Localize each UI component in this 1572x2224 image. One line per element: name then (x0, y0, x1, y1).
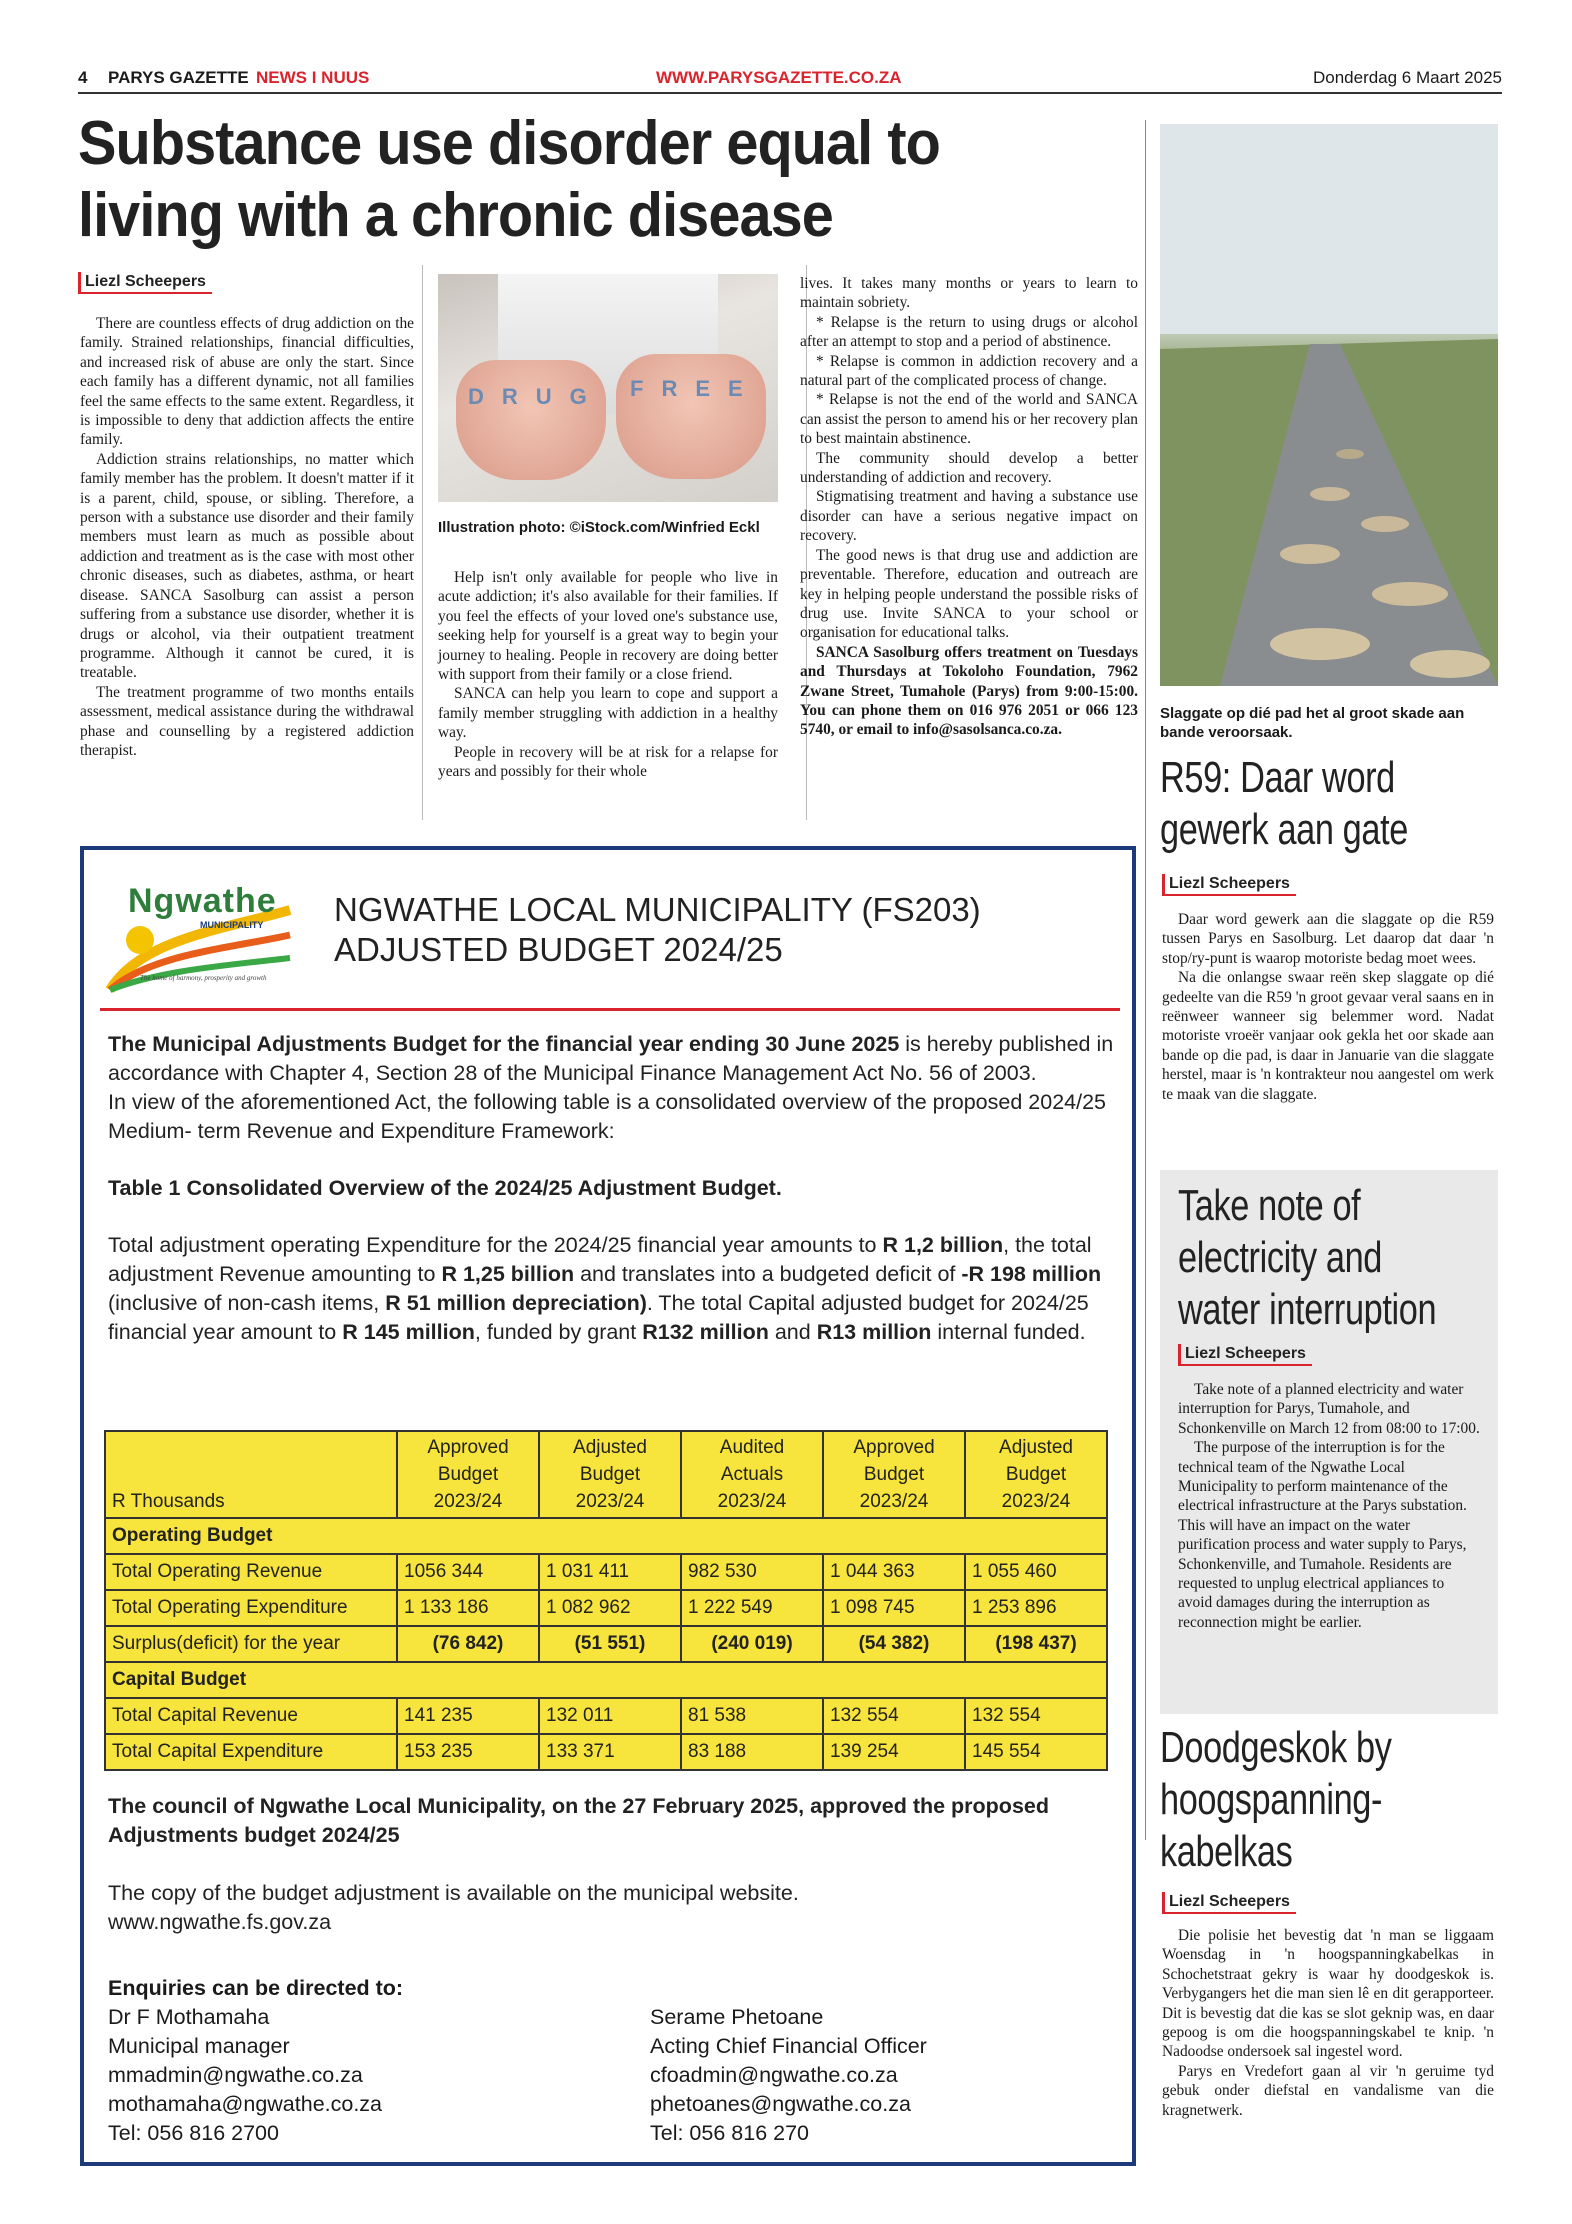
main-byline-wrap (78, 272, 212, 294)
cell: 1 031 411 (539, 1554, 681, 1590)
row-label: Surplus(deficit) for the year (105, 1626, 397, 1662)
cell: 133 371 (539, 1734, 681, 1770)
r59-headline (1160, 752, 1572, 856)
municipal-notice (80, 846, 1136, 2166)
doodgeskok-byline: Liezl Scheepers (1162, 1892, 1296, 1914)
fist-right (616, 354, 766, 479)
paragraph: Take note of a planned electricity and water interruption for Parys, Tumahole, and Schonkenville on March 12 from 08:00 to 17:00. (1178, 1381, 1480, 1437)
main-col-3 (800, 274, 1138, 740)
paragraph: There are countless effects of drug addiction on the family. Strained relationships, financial difficulties, and increased risk of abuse are only the start. Since each family has a different dynamic, not all families feel the same effects to the same extent. Regardless, it is impossible to deny that addiction affects the entire family. (80, 315, 414, 449)
table-row (105, 1734, 1107, 1770)
headline-line: living with a chronic disease (78, 181, 833, 250)
notice-footer (108, 1792, 1118, 1937)
paragraph: Parys en Vredefort gaan al vir 'n geruime tyd gebuk onder diefstal en vandalisme van die kragnetwerk. (1162, 2062, 1494, 2119)
cell: 1 055 460 (965, 1554, 1107, 1590)
paper-url[interactable]: WWW.PARYSGAZETTE.CO.ZA (656, 68, 902, 87)
column-header (965, 1431, 1107, 1518)
contact-title: Acting Chief Financial Officer (650, 2034, 927, 2058)
headline-line: Take note of (1178, 1181, 1361, 1230)
header-line: 2023/24 (859, 1491, 929, 1512)
summary-text: (inclusive of non-cash items, (108, 1291, 386, 1315)
header-line: Actuals (720, 1464, 784, 1485)
column-header (539, 1431, 681, 1518)
row-label: Total Capital Expenditure (105, 1734, 397, 1770)
cell: (240 019) (681, 1626, 823, 1662)
contact-paragraph: SANCA Sasolburg offers treatment on Tuesdays and Thursdays at Tokoloho Foundation, 7962 Zwane Street, Tumahole (Parys) from 9:00-15:00. You can phone them on 016 976 2051 or 066 123 5740, or email to info@sasolsanca.co.za. (800, 643, 1138, 739)
interruption-byline-wrap (1178, 1344, 1312, 1366)
issue-date: Donderdag 6 Maart 2025 (1312, 68, 1502, 87)
cell: 145 554 (965, 1734, 1107, 1770)
doodgeskok-byline-wrap (1162, 1892, 1296, 1914)
summary-text: Total adjustment operating Expenditure for the 2024/25 financial year amounts to (108, 1233, 883, 1257)
summary-text: , funded by grant (474, 1320, 643, 1344)
paragraph: lives. It takes many months or years to learn to maintain sobriety. (800, 275, 1138, 312)
cell: 1056 344 (397, 1554, 539, 1590)
budget-table (104, 1430, 1108, 1771)
headline-line: hoogspanning- (1160, 1775, 1383, 1824)
paragraph: The good news is that drug use and addiction are preventable. Therefore, education and outreach are key in helping people understand the possible risks of drug use. Invite SANCA to your school or organisation for educational talks. (800, 546, 1138, 642)
drug-free-photo (438, 274, 778, 502)
header-line: Budget (437, 1464, 499, 1485)
logo-name: Ngwathe (128, 882, 277, 920)
headline-line: electricity and (1178, 1233, 1382, 1282)
intro-paragraph-2: In view of the aforementioned Act, the following table is a consolidated overview of the proposed 2024/25 Medium- term Revenue and Expenditure Framework: (108, 1090, 1106, 1143)
table-row (105, 1626, 1107, 1662)
column-header (823, 1431, 965, 1518)
interruption-headline (1178, 1180, 1572, 1336)
header-line: Adjusted (999, 1437, 1073, 1458)
cell: 132 554 (965, 1698, 1107, 1734)
main-headline (78, 108, 1064, 252)
summary-text: and translates into a budgeted deficit of (574, 1262, 962, 1286)
section-label: Operating Budget (105, 1518, 1107, 1554)
page-number: 4 (78, 68, 88, 87)
unit-header: R Thousands (105, 1431, 397, 1518)
summary-paragraph (108, 1231, 1118, 1347)
header-line: Adjusted (573, 1437, 647, 1458)
header-line: 2023/24 (575, 1491, 645, 1512)
header-line: Budget (579, 1464, 641, 1485)
doodgeskok-body (1162, 1926, 1494, 2120)
header-line: 2023/24 (717, 1491, 787, 1512)
paragraph: Stigmatising treatment and having a substance use disorder can have a serious negative impact on recovery. (800, 488, 1138, 545)
header-line: Budget (863, 1464, 925, 1485)
cell: 132 554 (823, 1698, 965, 1734)
main-byline: Liezl Scheepers (78, 272, 212, 294)
section-row (105, 1518, 1107, 1554)
contact-email[interactable]: mmadmin@ngwathe.co.za (108, 2063, 363, 2087)
contact-phone: Tel: 056 816 270 (650, 2121, 809, 2145)
cell: 132 011 (539, 1698, 681, 1734)
paragraph: The purpose of the interruption is for the technical team of the Ngwathe Local Municipality to perform maintenance of the electrical infrastructure at the Parys substation. This will have an impact on the water purification process and water supply to Parys, Schonkenville, and Tumahole. Residents are requested to unplug electrical appliances to avoid damages during the interruption as reconnection might be earlier. (1178, 1439, 1467, 1631)
header-line: 2023/24 (1001, 1491, 1071, 1512)
cell: 1 044 363 (823, 1554, 965, 1590)
cell: 1 222 549 (681, 1590, 823, 1626)
title-rule (100, 1008, 1120, 1011)
headline-line: Substance use disorder equal to (78, 109, 940, 178)
title-line: ADJUSTED BUDGET 2024/25 (334, 931, 783, 968)
copy-line: The copy of the budget adjustment is available on the municipal website. (108, 1881, 799, 1905)
cell: (76 842) (397, 1626, 539, 1662)
table-row (105, 1554, 1107, 1590)
section-row (105, 1662, 1107, 1698)
photo-text-drug: DRUG (468, 384, 605, 409)
cell: 1 098 745 (823, 1590, 965, 1626)
column-header (681, 1431, 823, 1518)
cell: 1 082 962 (539, 1590, 681, 1626)
table-row (105, 1698, 1107, 1734)
cell: 1 133 186 (397, 1590, 539, 1626)
enquiries-label: Enquiries can be directed to: (108, 1976, 404, 2000)
row-label: Total Operating Expenditure (105, 1590, 397, 1626)
summary-bold: R13 million (816, 1320, 932, 1344)
council-approval: The council of Ngwathe Local Municipality, on the 27 February 2025, approved the proposed Adjustments budget 2024/25 (108, 1794, 1049, 1847)
r59-body (1162, 910, 1494, 1104)
paragraph: * Relapse is common in addiction recovery and a natural part of the complicated process of change. (800, 352, 1138, 390)
row-label: Total Capital Revenue (105, 1698, 397, 1734)
logo-sub: MUNICIPALITY (200, 920, 264, 930)
column-divider (422, 265, 423, 820)
table-row (105, 1590, 1107, 1626)
interruption-box (1160, 1170, 1498, 1714)
summary-text: . The total Capital adjusted budget for 2024/25 financial year amount to (108, 1291, 1089, 1344)
headline-line: gewerk aan gate (1160, 805, 1408, 854)
column-header (397, 1431, 539, 1518)
summary-bold: R 1,2 billion (882, 1233, 1004, 1257)
headline-line: Doodgeskok by (1160, 1723, 1392, 1772)
photo-text-free: FREE (630, 376, 761, 401)
cell: 81 538 (681, 1698, 823, 1734)
paragraph: * Relapse is not the end of the world and SANCA can assist the person to amend his or her recovery plan to best maintain abstinence. (800, 391, 1138, 448)
summary-bold: R 51 million depreciation) (385, 1291, 647, 1315)
table-title: Table 1 Consolidated Overview of the 2024/25 Adjustment Budget. (108, 1176, 782, 1200)
paragraph: Die polisie het bevestig dat 'n man se liggaam Woensdag in 'n hoogspanningkabelkas in Schochetstraat gekry is waar hy doodgeskok is. Verbygangers het die man sien lê en dit gerapporteer. Dit is bevestig dat die kas se slot geknip was, en daar gepoog is om die hoogspanningskabel te knip. 'n Nadoodse ondersoek sal ingestel word. (1162, 1927, 1494, 2061)
contact-email[interactable]: phetoanes@ngwathe.co.za (650, 2092, 911, 2116)
summary-bold: -R 198 million (961, 1262, 1102, 1286)
paragraph: Help isn't only available for people who live in acute addiction; it's also available for their families. If you feel the effects of your loved one's substance use, seeking help for yourself is a great way to begin your journey to healing. People in recovery are doing better with support from their family or a close friend. (438, 569, 778, 684)
notice-title (334, 890, 981, 970)
paragraph: SANCA can help you learn to cope and support a family member struggling with addiction in a healthy way. (438, 685, 778, 742)
contact-name: Dr F Mothamaha (108, 2005, 270, 2029)
paragraph: People in recovery will be at risk for a relapse for years and possibly for their whole (438, 743, 778, 781)
cell: 83 188 (681, 1734, 823, 1770)
header-line: 2023/24 (433, 1491, 503, 1512)
paragraph: * Relapse is the return to using drugs or alcohol after an attempt to stop and a period of abstinence. (800, 313, 1138, 351)
summary-bold: R132 million (642, 1320, 769, 1344)
paragraph: Addiction strains relationships, no matter which family member has the problem. It doesn't matter if it is a parent, child, spouse, or sibling. Therefore, a person with a substance use disorder and their family members must learn as much as possible about addiction and treatment as is the case with most other chronic diseases, such as diabetes, asthma, or heart disease. SANCA Sasolburg can assist a person suffering from a substance use disorder, whether it is drugs or alcohol, via their outpatient treatment programme. Although it cannot be cured, it is treatable. (80, 450, 414, 682)
pothole-road-photo (1160, 124, 1498, 686)
headline-line: kabelkas (1160, 1827, 1293, 1876)
cell: (198 437) (965, 1626, 1107, 1662)
column-divider (1145, 120, 1146, 1840)
cell: 153 235 (397, 1734, 539, 1770)
intro-paragraph (108, 1030, 1118, 1088)
paragraph: The treatment programme of two months entails assessment, medical assistance during the withdrawal phase and counselling by a registered addiction therapist. (80, 683, 414, 759)
r59-byline: Liezl Scheepers (1162, 874, 1296, 896)
road-illustration (1160, 124, 1498, 686)
paragraph: The community should develop a better understanding of addiction and recovery. (800, 449, 1138, 487)
fist-left (456, 360, 606, 480)
headline-line: water interruption (1178, 1285, 1437, 1334)
notice-body (108, 1030, 1118, 1347)
cell: 139 254 (823, 1734, 965, 1770)
intro-rest: is hereby published in accordance with Chapter 4, Section 28 of the Municipal Finance Management Act No. 56 of 2003. (108, 1032, 1114, 1085)
header-line: Audited (719, 1437, 785, 1458)
website-link[interactable]: www.ngwathe.fs.gov.za (108, 1910, 332, 1934)
contact-email[interactable]: cfoadmin@ngwathe.co.za (650, 2063, 898, 2087)
logo-motto: The home of harmony, prosperity and growth (140, 974, 267, 982)
title-line: NGWATHE LOCAL MUNICIPALITY (FS203) (334, 891, 981, 928)
main-col-2 (438, 568, 778, 781)
r59-byline-wrap (1162, 874, 1296, 896)
contact-name: Serame Phetoane (650, 2005, 824, 2029)
cell: 141 235 (397, 1698, 539, 1734)
summary-text: and (768, 1320, 817, 1344)
r59-photo-caption: Slaggate op dié pad het al groot skade aan bande veroorsaak. (1160, 705, 1465, 741)
headline-line: R59: Daar word (1160, 753, 1395, 802)
interruption-body (1178, 1380, 1480, 1632)
paragraph: Daar word gewerk aan die slaggate op die R59 tussen Parys en Sasolburg. Let daarop dat daar 'n stop/ry-punt is waarop motoriste bedag moet wees. (1162, 911, 1494, 967)
header-line: Approved (853, 1437, 935, 1458)
section-label: Capital Budget (105, 1662, 1107, 1698)
photo-caption: Illustration photo: ©iStock.com/Winfried Eckl (438, 519, 760, 536)
summary-bold: R 145 million (342, 1320, 475, 1344)
interruption-byline: Liezl Scheepers (1178, 1344, 1312, 1366)
table-header-row (105, 1431, 1107, 1518)
contact-phone: Tel: 056 816 2700 (108, 2121, 279, 2145)
contact-cfo (650, 2003, 1090, 2148)
contact-title: Municipal manager (108, 2034, 290, 2058)
main-col-1 (80, 314, 414, 760)
intro-bold: The Municipal Adjustments Budget for the financial year ending 30 June 2025 (108, 1032, 900, 1056)
summary-text: internal funded. (931, 1320, 1086, 1344)
doodgeskok-headline (1160, 1722, 1572, 1878)
summary-text: , the total adjustment Revenue amounting to (108, 1233, 1092, 1286)
summary-bold: R 1,25 billion (441, 1262, 575, 1286)
cell: (54 382) (823, 1626, 965, 1662)
page-header (78, 66, 1502, 94)
paper-name: PARYS GAZETTE (108, 68, 249, 87)
paragraph: Na die onlangse swaar reën skep slaggate op dié gedeelte van die R59 'n groot gevaar veral saans en in reënweer wanneer sig belemmer word. Nadat motoriste vroeër vanjaar ook gekla het oor skade aan bande op die pad, is daar in Januarie van die slaggate herstel, maar is 'n kontrakteur nou aangestel om werk te maak van die slaggate. (1162, 969, 1494, 1103)
header-line: Budget (1005, 1464, 1067, 1485)
cell: (51 551) (539, 1626, 681, 1662)
row-label: Total Operating Revenue (105, 1554, 397, 1590)
section-label: NEWS I NUUS (256, 68, 370, 87)
cell: 982 530 (681, 1554, 823, 1590)
header-line: Approved (427, 1437, 509, 1458)
cell: 1 253 896 (965, 1590, 1107, 1626)
ngwathe-logo (100, 870, 296, 994)
contact-manager (108, 1974, 608, 2148)
contact-email[interactable]: mothamaha@ngwathe.co.za (108, 2092, 383, 2116)
